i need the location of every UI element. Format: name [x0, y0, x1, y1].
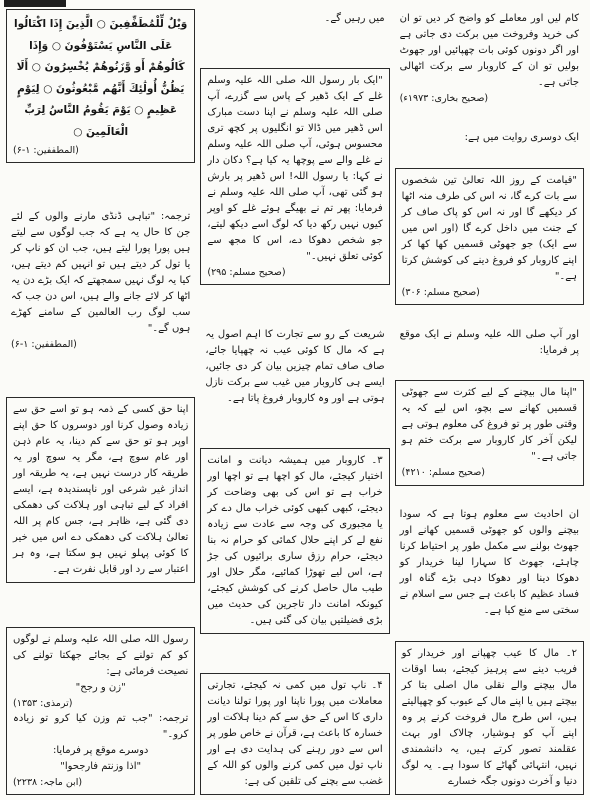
hadith-box-1 — [395, 168, 584, 305]
right-body-section — [395, 505, 584, 621]
reference-muslim-2: (صحیح مسلم: ۴۲۱۰) — [401, 467, 485, 479]
hadith-quote-1: "قیامت کے روز اللہ تعالیٰ تین شخصوں سے بات کرے گا، نہ اس کی طرف منہ اٹھا کر دیکھے گا اور نہ اس کو پاک صاف کر کے جنت میں داخل کرے گا (اور اس میں سے ایک) جو جھوٹی قسمیں کھا کھا کر اپنے کاروبار کو فروغ دینے کی کوشش کرتا ہے۔" — [401, 174, 577, 282]
right-paragraph-2: ایک دوسری روایت میں ہے: — [464, 131, 579, 143]
middle-column — [200, 9, 389, 795]
verses-translation: ترجمہ: "تباہی ڈنڈی مارنے والوں کے لئے جن کا حال یہ ہے کہ جب لوگوں سے لیتے ہیں پورا پورا لیتے ہیں، جب ان کو ناپ کر یا تول کر دیتے ہیں تو انہیں کم دیتے ہیں، کیا یہ لوگ نہیں سمجھتے کہ ایک بڑے دن یہ اٹھا کر لائے جانے والے ہیں، اس دن جب کہ سب لوگ رب العالمین کے سامنے کھڑے ہوں گے۔" — [11, 210, 191, 334]
right-intro-section — [395, 9, 584, 108]
middle-paragraph-2: ۳۔ کاروبار میں ہمیشہ دیانت و امانت اختیار کیجئے، مال کو اچھا ہے تو اچھا اور خراب ہے تو اس کی بھی وضاحت کر دیجئے، کبھی کبھی کوئی خراب مال دے کر یا مجبوری کی وجہ سے عادت سے زیادہ نفع لے کر اپنے حلال کمائی کو حرام نہ بنا دیجئے، حرام رزق ساری برائیوں کی جڑ ہے، اس لیے تھوڑا کمائیے، مگر حلال اور طیب مال حاصل کرنے کی کوشش کیجئے، کیونکہ امانت دار تاجرین کی حدیث میں بڑی فضیلتیں بیان کی گئی ہیں۔ — [207, 454, 383, 626]
right-lead-section-2 — [395, 325, 584, 361]
weighing-hadith-box — [6, 627, 195, 795]
quran-verses-box — [6, 9, 195, 163]
point-3-box — [200, 448, 389, 634]
middle-paragraph-1: شریعت کے رو سے تجارت کا اہم اصول یہ ہے کہ مال کا کوئی عیب نہ چھپایا جائے، صاف صاف تمام چیزیں بیان کر دی جائیں، ایسے ہی کاروبار میں غیب سے برکت نازل ہوتی ہے اور وہ کاروبار فروغ پاتا ہے۔ — [205, 328, 385, 404]
reference-tirmidhi: (ترمذی: ۱۳۵۳) — [13, 697, 73, 709]
reference-bukhari: (صحیح بخاری: ۱۹۷۳ء) — [399, 93, 489, 104]
reference-mutaffifin-2: (المطففین: ۱-۶) — [11, 338, 77, 350]
hadith-box-3 — [200, 68, 389, 285]
middle-paragraph-3: ۴۔ ناپ تول میں کمی نہ کیجئے، تجارتی معاملات میں پورا ناپنا اور پورا تولنا دیانت داری کا اس کے حق سے کم دینا ہلاکت اور خسارہ کا باعث ہے، قرآن نے خاص طور پر اس سے دور رہنے کی ہدایت دی ہے اور ناپ تول میں کمی کرنے والوں کو اللہ کے غضب سے بچنے کی تلقین کی ہے: — [207, 680, 383, 787]
reference-mutaffifin-1: (المطففین: ۱-۶) — [13, 145, 79, 157]
hadith-quote-3: "ایک بار رسول اللہ صلی اللہ علیہ وسلم غلے کے ایک ڈھیر کے پاس سے گزرے، آپ صلی اللہ علیہ وسلم نے اپنا دست مبارک اس ڈھیر میں ڈالا تو انگلیوں پر کچھ تری محسوس ہوئی، آپ صلی اللہ علیہ وسلم نے غلے والے سے پوچھا یہ کیا ہے؟ دکان دار نے کہا: یا رسول اللہ! اس ڈھیر پر بارش ہو گئی تھی، آپ صلی اللہ علیہ وسلم نے فرمایا: پھر تم نے بھیگے ہوئے غلے کو اوپر کیوں نہیں رکھ دیا کہ لوگ اسے دیکھ لیتے، جو شخص دھوکا دے، اس کا مجھ سے کوئی تعلق نہیں۔" — [207, 75, 383, 263]
hadith-box-2 — [395, 380, 584, 485]
right-lead-section — [395, 128, 584, 148]
right-column — [395, 9, 584, 795]
left-column — [6, 9, 195, 795]
left-paragraph-1: اپنا حق کسی کے ذمہ ہو تو اسے حق سے زیادہ وصول کرنا اور دوسروں کا حق اپنے اوپر ہو تو حق سے کم دینا، یہ عام ذہن اور عام سوچ ہے، مگر یہ سوچ اور یہ طریقہ کار درست نہیں ہے، یہ طریقہ اور انداز غیر شرعی اور ناپسندیدہ ہے، ایسے افراد کے لیے تباہی اور ہلاکت کی دھمکی دی گئی ہے، ظاہر ہے، جس کام پر اللہ تعالیٰ ہلاکت کی دھمکی دے اس میں خیر کا کوئی پہلو نہیں ہو سکتا ہے، وہ ہر اعتبار سے رد اور قابل نفرت ہے۔ — [13, 404, 189, 576]
quran-verses: وَيْلٌ لِّلْمُطَفِّفِينَ ○ الَّذِينَ إِذَا اكْتَالُوا عَلَى النَّاسِ يَسْتَوْفُونَ ○ وَإِذَا كَالُوهُمْ أَو وَّزَنُوهُمْ يُخْسِرُونَ ○ أَلَا يَظُنُّ أُولَٰئِكَ أَنَّهُم مَّبْعُوثُونَ ○ لِيَوْمٍ عَظِيمٍ ○ يَوْمَ يَقُومُ النَّاسُ لِرَبِّ الْعَالَمِينَ ○ — [14, 18, 188, 138]
reference-muslim-3: (صحیح مسلم: ۲۹۵) — [207, 267, 286, 279]
hadith-zin-wa-arjih: "زن و رجح" — [75, 681, 126, 693]
hadith-idha-wazantum: "اذا وزنتم فارجحوا" — [60, 760, 142, 772]
middle-paragraph-0: میں رہیں گے۔ — [324, 13, 385, 24]
middle-continuation — [200, 9, 389, 29]
right-paragraph-4: ان احادیث سے معلوم ہوتا ہے کہ سودا بیچنے والوں کو جھوٹی قسمیں کھانے اور جھوٹ بولنے سے مکمل طور پر احتیاط کرنا چاہئے، جھوٹ کا سہارا لینا خریدار کو دھوکا دینا اور دھوکا دہی بڑے گناہ اور فساد عظیم کا باعث ہے جس سے اسلام نے سختی سے منع کیا ہے۔ — [399, 509, 579, 617]
point-4-box — [200, 673, 389, 795]
left-paragraph-2: رسول اللہ صلی اللہ علیہ وسلم نے لوگوں کو کم تولنے کے بجائے جھکتا تولنے کی نصیحت فرمائی ہے: — [13, 633, 189, 677]
left-paragraph-3: دوسرے موقع پر فرمایا: — [52, 744, 149, 756]
reference-muslim-1: (صحیح مسلم: ۳۰۶) — [401, 286, 480, 298]
header-tab — [4, 0, 66, 7]
hadith-quote-2: "اپنا مال بیچنے کے لیے کثرت سے جھوٹی قسمیں کھانے سے بچو، اس لیے کہ یہ وقتی طور پر تو فروغ کی معلوم ہوتی ہے لیکن آخر کار کاروبار سے برکت ختم ہو جاتی ہے۔" — [401, 387, 577, 463]
right-paragraph-3: اور آپ صلی اللہ علیہ وسلم نے ایک موقع پر فرمایا: — [399, 328, 579, 356]
reference-ibn-majah: (ابن ماجہ: ۲۲۳۸) — [13, 776, 83, 788]
middle-body-section — [200, 325, 389, 409]
translation-section — [6, 207, 195, 354]
hadith-2-translation: ترجمہ: "جب تم وزن کیا کرو تو زیادہ کرو۔" — [13, 712, 189, 740]
page-body — [6, 9, 584, 795]
left-body-box — [6, 397, 195, 583]
right-paragraph-1: کام لیں اور معاملے کو واضح کر دیں تو ان کی خرید وفروخت میں برکت دی جاتی ہے اور اگر دونوں کوئی بات چھپائیں اور جھوٹ بولیں تو ان کے کاروبار سے برکت اٹھالی جاتی ہے۔ — [399, 13, 579, 88]
point-2-box — [395, 641, 584, 795]
right-paragraph-5: ۲۔ مال کا عیب چھپانے اور خریدار کو فریب دینے سے پرہیز کیجئے، بسا اوقات مال بیچنے والے نقلی مال اصلی بتا کر بیچتے ہیں یا اپنے مال کے عیوب کو چھپالیتے ہیں، اس طرح مال فروخت کرنے پر وہ اپنے آپ کو ہوشیار، چالاک اور بہت عقلمند تصور کرتے ہیں، یہ دانشمندی نہیں، انتہائی گھاٹے کا سودا ہے۔ یہ لوگ دنیا و آخرت دونوں جگہ خسارے — [401, 647, 577, 787]
